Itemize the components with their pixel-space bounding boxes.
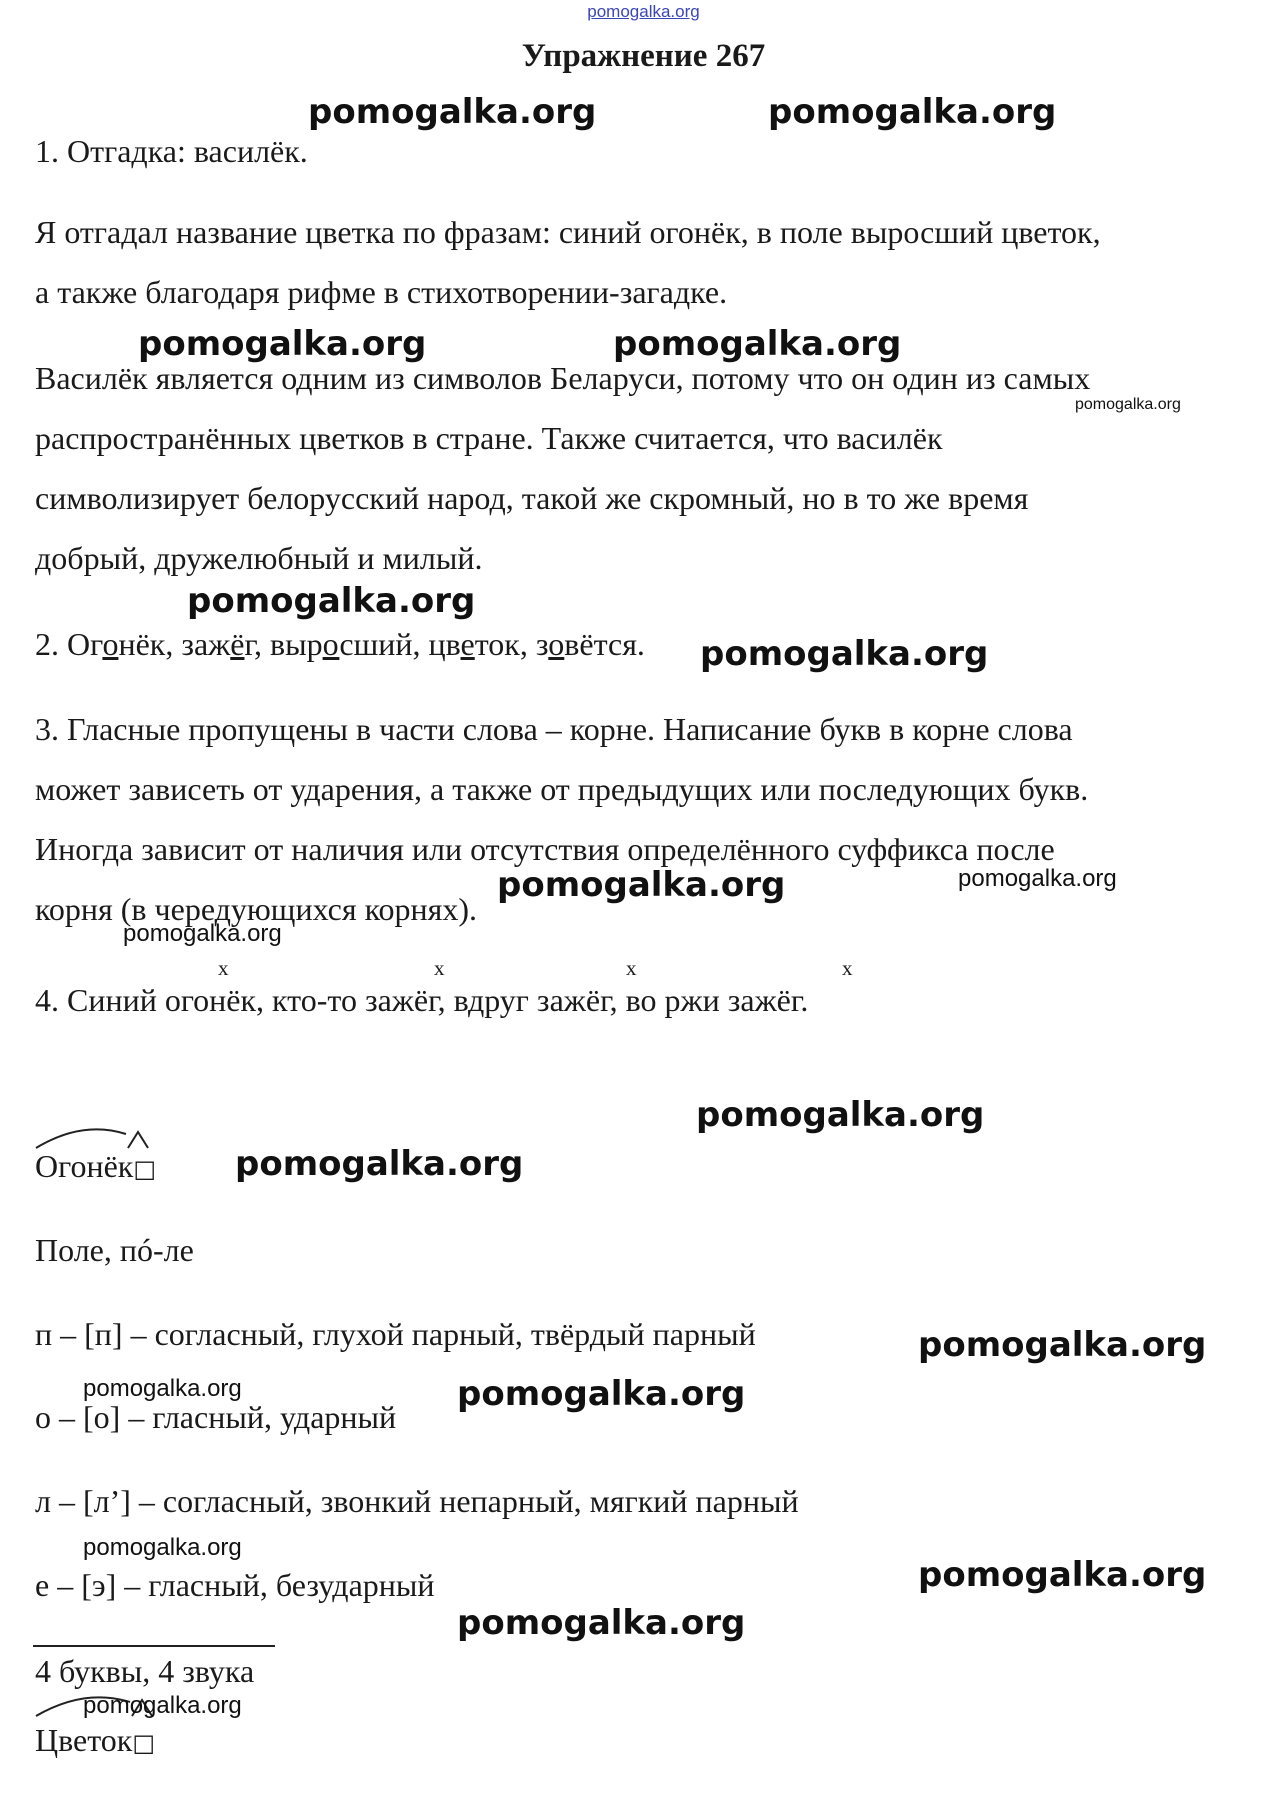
answer-2: 2. Огонёк, зажёг, выросший, цветок, зовётся.	[35, 626, 645, 662]
watermark: pomogalka.org	[497, 865, 786, 905]
answer-1: 1. Отгадка: василёк.	[35, 133, 308, 169]
stress-mark: x	[626, 956, 637, 980]
phonetic-line: е – [э] – гласный, безударный	[35, 1567, 435, 1603]
phonetic-line: л – [л’] – согласный, звонкий непарный, мягкий парный	[35, 1483, 799, 1519]
watermark: pomogalka.org	[235, 1144, 524, 1184]
word-огонёк: Огонёк□	[35, 1148, 156, 1184]
watermark: pomogalka.org	[613, 324, 902, 364]
paragraph-line: Иногда зависит от наличия или отсутствия определённого суффикса после	[35, 831, 1055, 867]
watermark: pomogalka.org	[83, 1692, 242, 1719]
page-title: Упражнение 267	[521, 38, 766, 74]
watermark: pomogalka.org	[700, 634, 989, 674]
answer-4: 4. Синий огонёк, кто-то зажёг, вдруг зажёг, во ржи зажёг.	[35, 982, 809, 1018]
phonetic-word: Поле, пó-ле	[35, 1232, 194, 1268]
paragraph-line: добрый, дружелюбный и милый.	[35, 540, 483, 576]
watermark: pomogalka.org	[457, 1603, 746, 1643]
ending-box: □	[133, 1155, 156, 1183]
paragraph-line: а также благодаря рифме в стихотворении-загадке.	[35, 274, 728, 310]
paragraph-line: Василёк является одним из символов Беларуси, потому что он один из самых	[35, 360, 1091, 396]
summary: 4 буквы, 4 звука	[35, 1653, 255, 1689]
divider	[33, 1645, 275, 1647]
watermark: pomogalka.org	[83, 1375, 242, 1402]
word-цветок: Цветок□	[35, 1722, 156, 1758]
paragraph-line: может зависеть от ударения, а также от предыдущих или последующих букв.	[35, 771, 1089, 807]
watermark: pomogalka.org	[138, 324, 427, 364]
paragraph-line: символизирует белорусский народ, такой же скромный, но в то же время	[35, 480, 1029, 516]
ending-box: □	[132, 1729, 156, 1757]
watermark: pomogalka.org	[187, 581, 476, 621]
watermark: pomogalka.org	[696, 1095, 985, 1135]
stress-mark: x	[434, 956, 445, 980]
watermark: pomogalka.org	[308, 92, 597, 132]
watermark: pomogalka.org	[768, 92, 1057, 132]
watermark: pomogalka.org	[918, 1325, 1207, 1365]
paragraph-line: Я отгадал название цветка по фразам: синий огонёк, в поле выросший цветок,	[35, 214, 1101, 250]
phonetic-line: п – [п] – согласный, глухой парный, твёрдый парный	[35, 1316, 756, 1352]
watermark: pomogalka.org	[123, 920, 282, 947]
stress-mark: x	[218, 956, 229, 980]
paragraph-line: 3. Гласные пропущены в части слова – корне. Написание букв в корне слова	[35, 711, 1073, 747]
paragraph-line: распространённых цветков в стране. Также считается, что василёк	[35, 420, 943, 456]
paragraph-line: корня (в чередующихся корнях).	[35, 891, 477, 927]
top-watermark: pomogalka.org	[587, 2, 700, 21]
phonetic-line: о – [о] – гласный, ударный	[35, 1399, 397, 1435]
watermark: pomogalka.org	[83, 1534, 242, 1561]
stress-mark: x	[842, 956, 853, 980]
watermark: pomogalka.org	[1075, 396, 1181, 413]
watermark: pomogalka.org	[457, 1374, 746, 1414]
watermark: pomogalka.org	[918, 1555, 1207, 1595]
watermark: pomogalka.org	[958, 865, 1117, 892]
